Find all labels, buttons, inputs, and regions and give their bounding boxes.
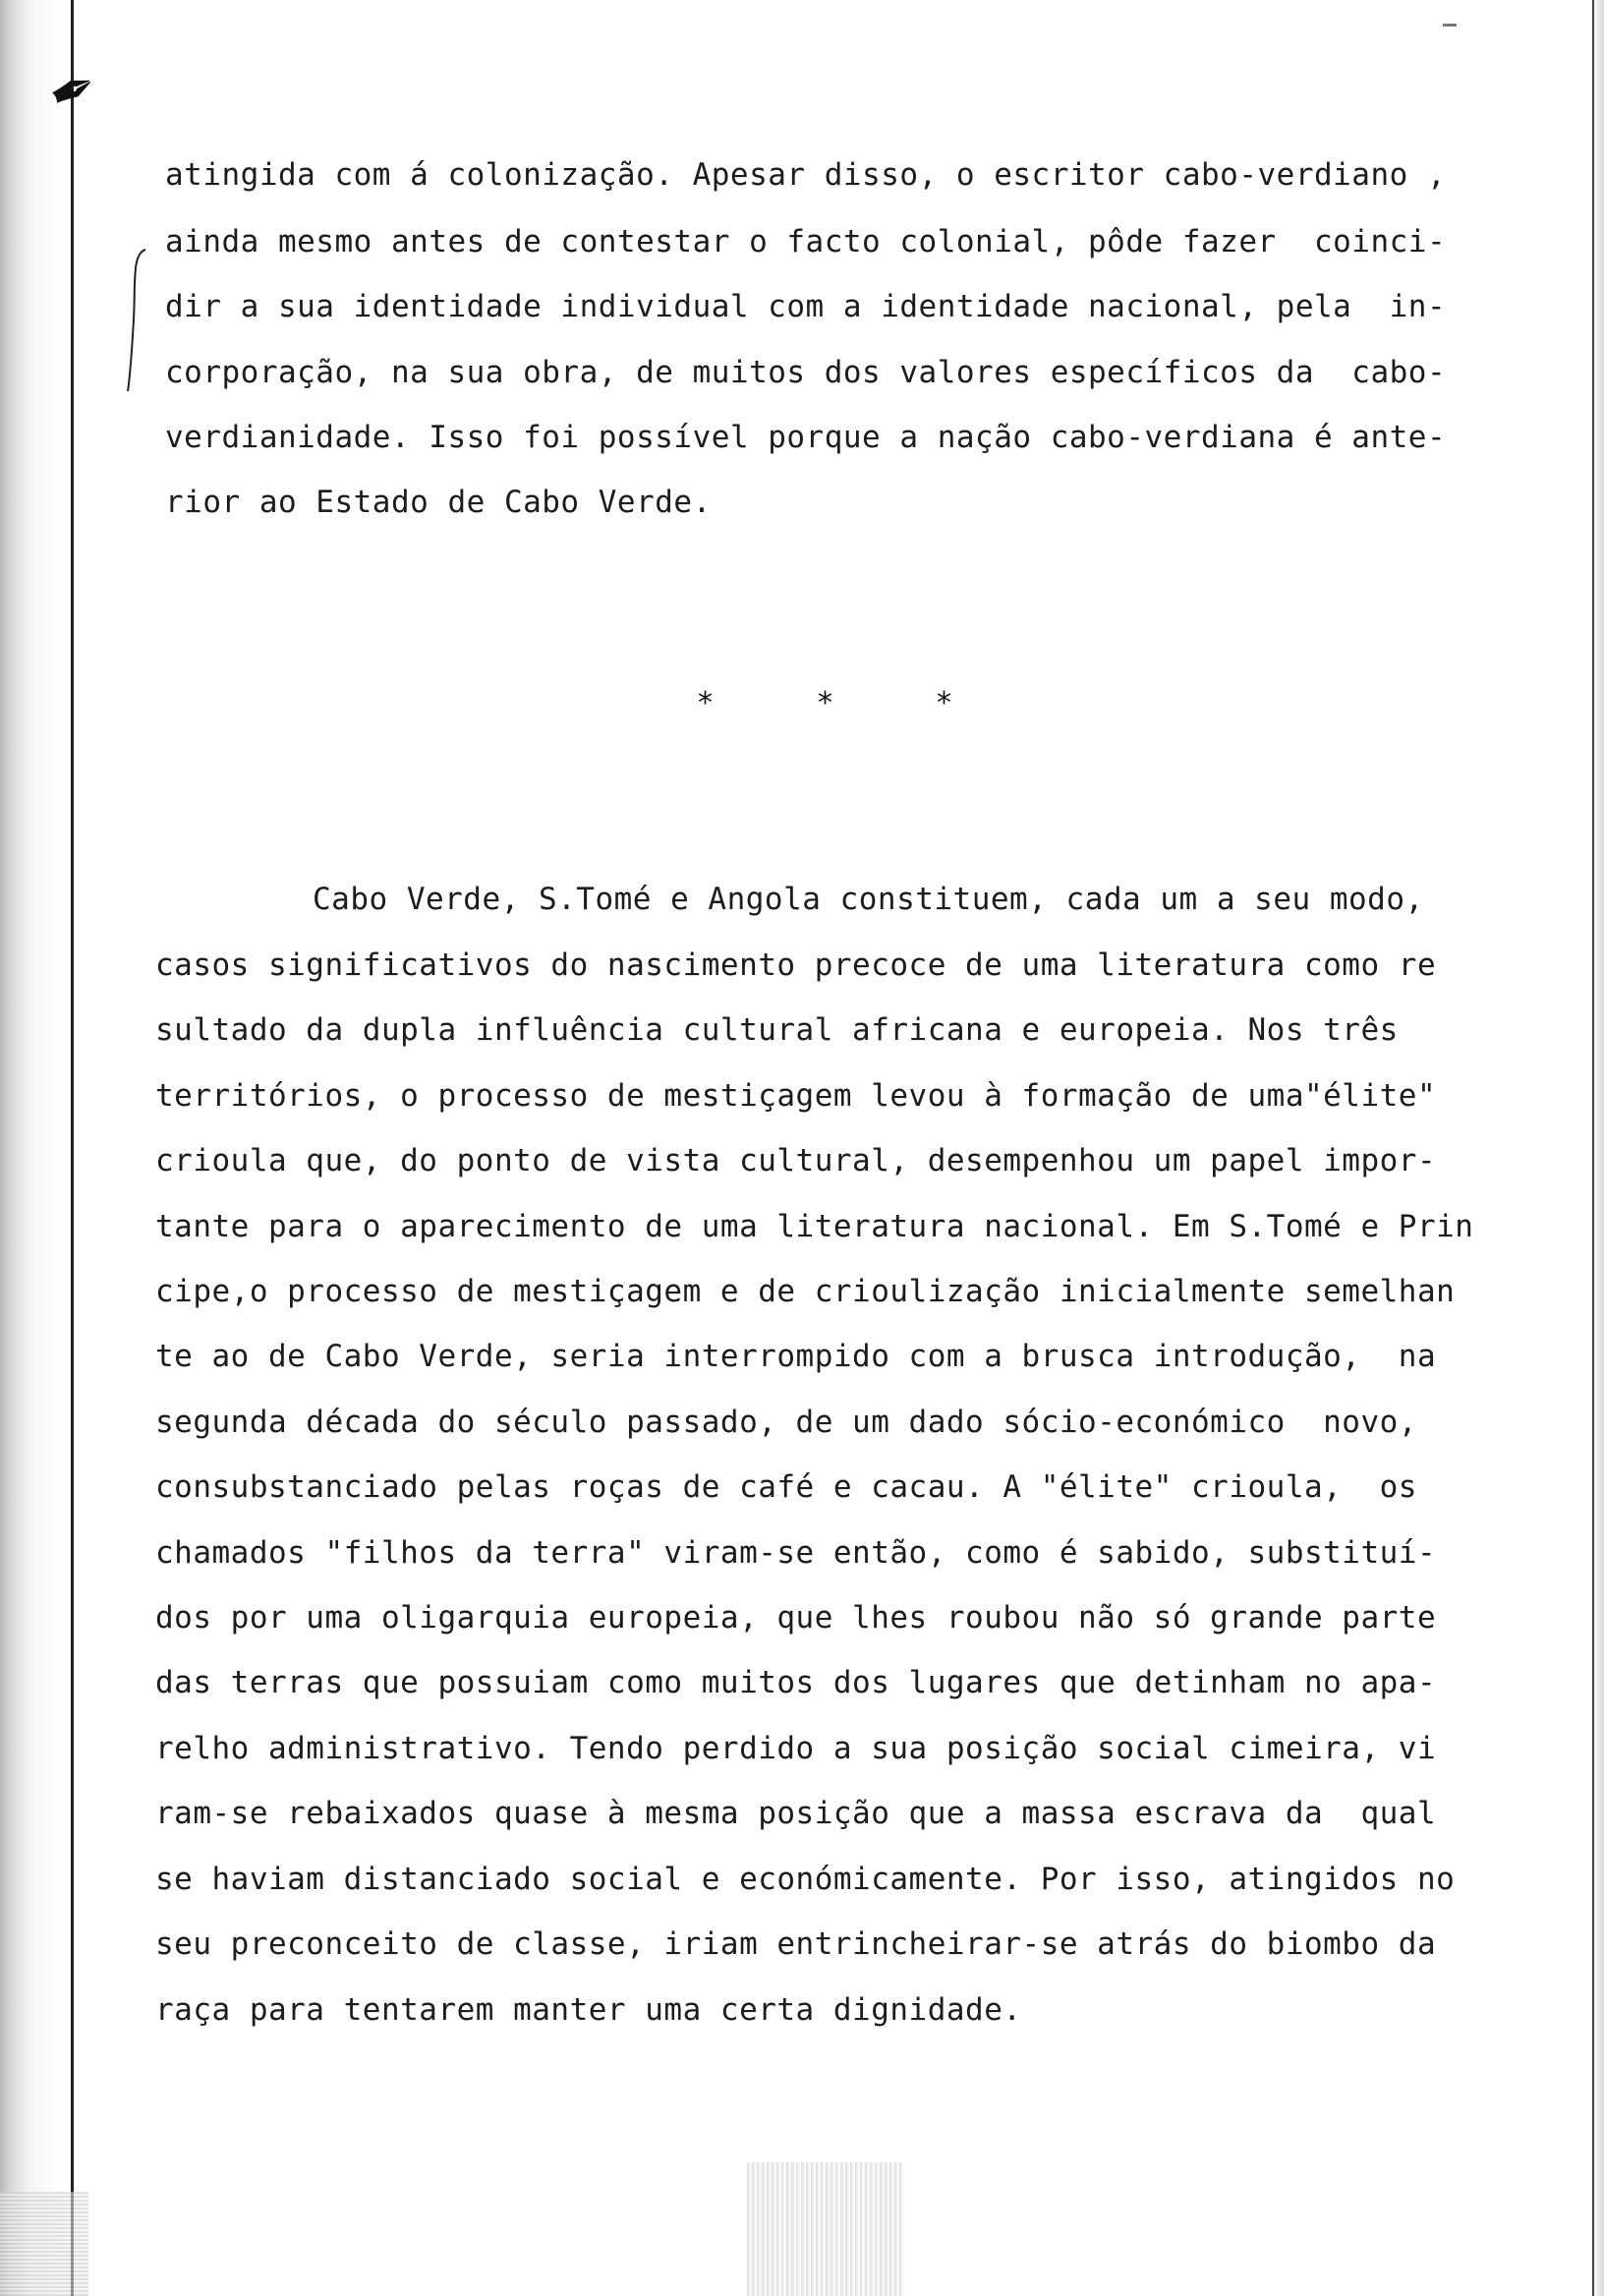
text-line: raça para tentarem manter uma certa dignidade. [155,1992,1022,2028]
text-line: rior ao Estado de Cabo Verde. [165,485,712,520]
scan-noise-bottom [747,2162,904,2296]
text-line: ainda mesmo antes de contestar o facto colonial, pôde fazer coinci- [165,224,1447,259]
text-line: territórios, o processo de mestiçagem levou à formação de uma"élite" [155,1078,1437,1114]
text-line: dir a sua identidade individual com a identidade nacional, pela in- [165,289,1447,324]
scan-dash-mark [1443,24,1457,27]
text-line: relho administrativo. Tendo perdido a sua posição social cimeira, vi [155,1731,1437,1766]
page-right-border [1592,0,1594,2296]
text-line: atingida com á colonização. Apesar disso, o escritor cabo-verdiano , [165,157,1447,193]
text-line: se haviam distanciado social e económicamente. Por isso, atingidos no [155,1862,1456,1897]
separator-asterisk: * [818,686,832,720]
text-line: te ao de Cabo Verde, seria interrompido com a brusca introdução, na [155,1339,1437,1374]
separator-asterisk: * [937,686,951,720]
binding-line [71,0,74,2296]
text-line: chamados "filhos da terra" viram-se então, como é sabido, substituí- [155,1535,1437,1571]
text-line: dos por uma oligarquia europeia, que lhes roubou não só grande parte [155,1600,1437,1636]
text-line: tante para o aparecimento de uma literatura nacional. Em S.Tomé e Prin [155,1209,1474,1244]
text-line: cipe,o processo de mestiçagem e de crioulização inicialmente semelhan [155,1274,1456,1309]
text-line: crioula que, do ponto de vista cultural, desempenhou um papel impor- [155,1143,1437,1178]
text-line: corporação, na sua obra, de muitos dos valores específicos da cabo- [165,355,1447,390]
text-line: Cabo Verde, S.Tomé e Angola constituem, cada um a seu modo, [313,882,1424,917]
text-line: seu preconceito de classe, iriam entrincheirar-se atrás do biombo da [155,1926,1437,1962]
separator-asterisk: * [698,686,713,720]
scan-noise-bottom-left [0,2192,88,2296]
text-line: das terras que possuiam como muitos dos lugares que detinham no apa- [155,1665,1437,1700]
text-line: ram-se rebaixados quase à mesma posição que a massa escrava da qual [155,1796,1437,1831]
text-line: sultado da dupla influência cultural africana e europeia. Nos três [155,1012,1399,1048]
margin-bracket-mark [126,246,147,393]
scan-edge-left [0,0,71,2296]
scan-smudge-mark: ✒ [33,38,106,131]
text-line: consubstanciado pelas roças de café e cacau. A "élite" crioula, os [155,1469,1417,1505]
text-line: verdianidade. Isso foi possível porque a nação cabo-verdiana é ante- [165,420,1447,455]
text-line: casos significativos do nascimento precoce de uma literatura como re [155,947,1437,983]
text-line: segunda década do século passado, de um dado sócio-económico novo, [155,1405,1417,1440]
